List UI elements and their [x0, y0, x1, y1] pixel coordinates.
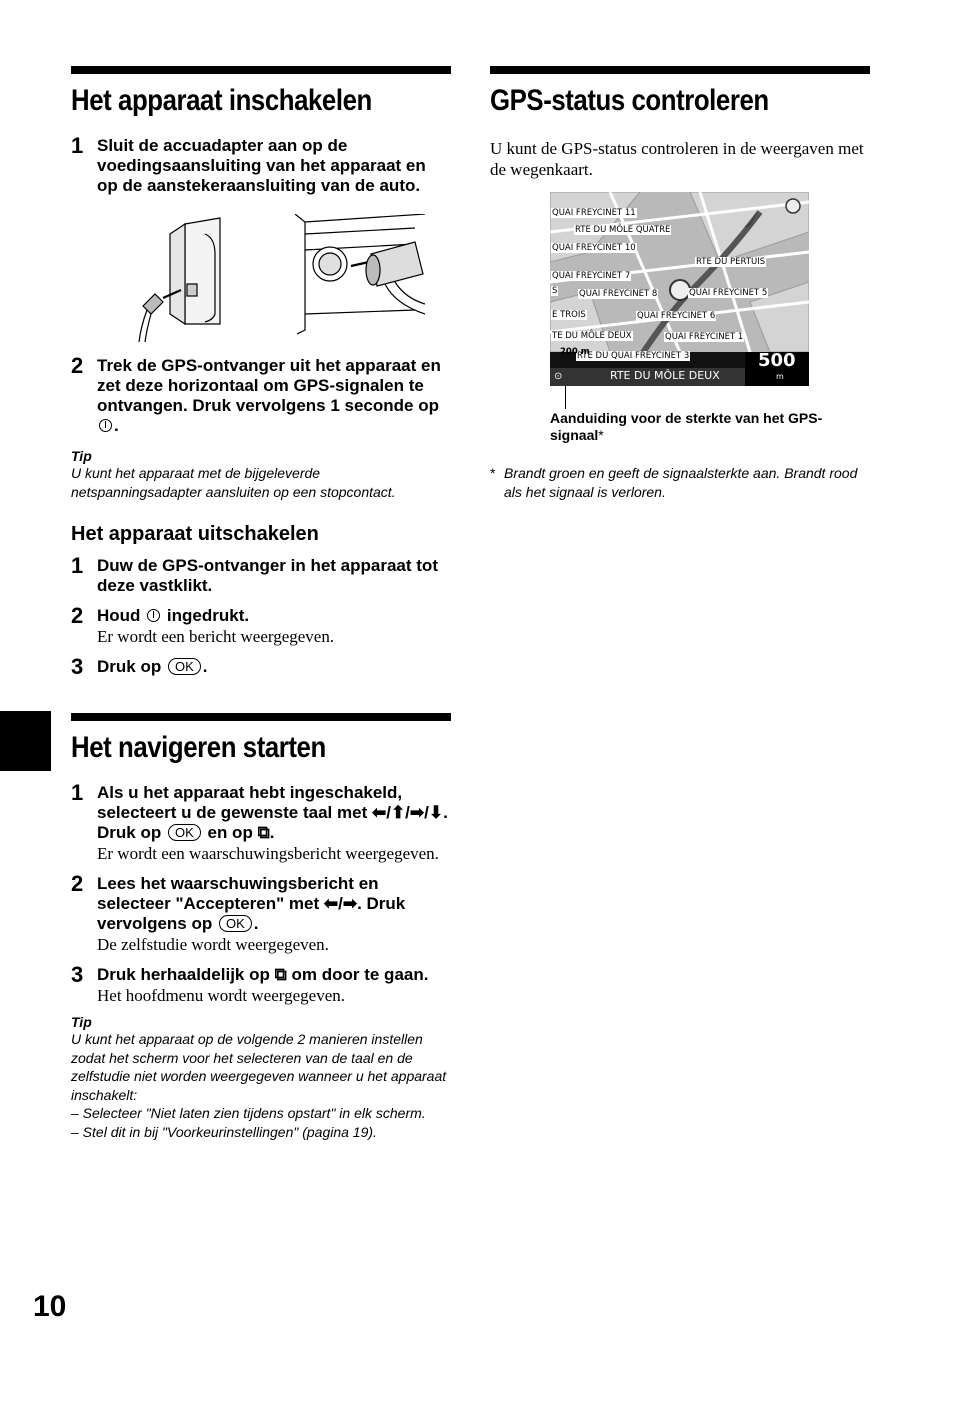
power-icon — [147, 609, 160, 622]
section-title-inschakelen: Het apparaat inschakelen — [71, 84, 372, 117]
gps-signal-icon: ⊙ — [554, 371, 563, 382]
step-text: Druk herhaaldelijk op — [97, 965, 270, 984]
ok-button-icon: OK — [168, 824, 201, 841]
section-rule — [71, 66, 451, 74]
off-step-2: 2 Houd ingedrukt. Er wordt een bericht weergegeven. — [71, 606, 451, 647]
footnote-asterisk: * — [490, 465, 496, 481]
footnote-text: Brandt groen en geeft de signaalsterkte aan. Brandt rood als het signaal is verloren. — [504, 465, 858, 500]
ok-button-icon: OK — [219, 915, 252, 932]
caption-asterisk: * — [598, 427, 604, 443]
step-number: 2 — [71, 353, 84, 378]
step-2: 2 Trek de GPS-ontvanger uit het apparaat en zet deze horizontaal om GPS-signalen te ontvangen. Druk vervolgens 1 seconde op . — [71, 353, 441, 435]
map-label: QUAI FREYCINET 8 — [579, 289, 658, 299]
step-number: 3 — [71, 962, 84, 987]
step-note: Er wordt een waarschuwingsbericht weergegeven. — [97, 844, 439, 863]
section-title-navigeren: Het navigeren starten — [71, 731, 326, 764]
step-note: Er wordt een bericht weergegeven. — [97, 627, 335, 646]
map-label: QUAI FREYCINET 11 — [552, 208, 636, 218]
arrow-up-icon: ⬆/ — [390, 803, 410, 822]
map-label: RTE DU MÔLE QUATRE — [575, 225, 671, 235]
gps-signal-caption: Aanduiding voor de sterkte van het GPS-signaal — [550, 410, 823, 443]
step-note: Het hoofdmenu wordt weergegeven. — [97, 986, 345, 1005]
step-note: De zelfstudie wordt weergegeven. — [97, 935, 329, 954]
map-label: TE DU MÔLE DEUX — [552, 331, 632, 341]
map-label: QUAI FREYCINET 5 — [689, 288, 768, 298]
off-step-3: 3 Druk op OK . — [71, 654, 208, 679]
tip-item: – Stel dit in bij "Voorkeurinstellingen" (pagina 19). — [71, 1123, 377, 1140]
map-distance: 500 — [758, 350, 796, 371]
right-column — [490, 66, 870, 501]
arrow-left-icon: ⬅/ — [371, 803, 391, 822]
power-icon — [99, 419, 112, 432]
step-number: 1 — [71, 553, 84, 578]
step-number: 3 — [71, 654, 84, 679]
step-text: Trek de GPS-ontvanger uit het apparaat en zet deze horizontaal om GPS-signalen te ontvangen. Druk vervolgens 1 seconde op — [97, 356, 441, 415]
left-column — [71, 66, 451, 1141]
page-number: 10 — [33, 1290, 67, 1323]
map-labels — [550, 192, 809, 386]
step-text: Druk op — [97, 657, 162, 676]
step-text: Duw de GPS-ontvanger in het apparaat tot deze vastklikt. — [97, 556, 438, 595]
step-number: 1 — [71, 780, 84, 805]
map-label: RTE DU QUAI FREYCINET 3 — [577, 351, 690, 361]
map-label: QUAI FREYCINET 7 — [552, 271, 631, 281]
map-label: QUAI FREYCINET 6 — [637, 311, 716, 321]
arrow-left-icon: ⬅/ — [323, 894, 343, 913]
menu-icon: ⧉ — [274, 965, 287, 984]
step-number: 2 — [71, 871, 84, 896]
connection-illustration — [125, 214, 425, 342]
section-rule — [71, 713, 451, 721]
step-number: 1 — [71, 133, 84, 158]
step-text: Sluit de accuadapter aan op de voedingsaansluiting van het apparaat en op de aanstekeraansluiting van de auto. — [97, 136, 426, 195]
step-number: 2 — [71, 603, 84, 628]
map-label: E TROIS — [552, 310, 586, 320]
nav-step-1: 1 Als u het apparaat hebt ingeschakeld, selecteert u de gewenste taal met ⬅/⬆/➡/⬇. Druk op OK en op ⧉. Er wordt een waarschuwingsbericht weergegeven. — [71, 783, 451, 864]
tip-text: U kunt het apparaat met de bijgeleverde netspanningsadapter aansluiten op een stopcontact. — [71, 465, 396, 500]
tip-item: – Selecteer "Niet laten zien tijdens opstart" in elk scherm. — [71, 1105, 426, 1121]
arrow-right-icon: ➡ — [342, 894, 358, 913]
map-scale: 200 m — [560, 347, 590, 357]
map-screenshot — [550, 192, 809, 386]
car-adapter-illustration — [125, 214, 425, 342]
map-label: QUAI FREYCINET 10 — [552, 243, 636, 253]
map-label: S — [552, 286, 558, 296]
arrow-down-icon: ⬇ — [428, 803, 444, 822]
section-title-gps-status: GPS-status controleren — [490, 84, 769, 117]
footnote — [490, 464, 870, 501]
tip-label: Tip — [71, 1014, 92, 1030]
map-street: RTE DU MÔLE DEUX — [610, 369, 720, 382]
step-text: Houd — [97, 606, 141, 625]
arrow-right-icon: ➡/ — [409, 803, 429, 822]
off-step-1 — [71, 553, 451, 596]
nav-step-2: 2 Lees het waarschuwingsbericht en selecteer "Accepteren" met ⬅/➡. Druk vervolgens op OK . De zelfstudie wordt weergegeven. — [71, 874, 451, 955]
callout-line — [565, 386, 566, 409]
subheading-uitschakelen: Het apparaat uitschakelen — [71, 523, 319, 545]
step-text: Lees het waarschuwingsbericht en selecteer "Accepteren" met — [97, 874, 379, 913]
map-distance-unit: m — [776, 372, 784, 381]
nav-step-3: 3 Druk herhaaldelijk op ⧉ om door te gaan. Het hoofdmenu wordt weergegeven. — [71, 965, 451, 1006]
ok-button-icon: OK — [168, 658, 201, 675]
menu-icon: ⧉ — [257, 823, 270, 842]
map-label: RTE DU PERTUIS — [696, 257, 766, 267]
step-1 — [71, 133, 451, 196]
step-text: Als u het apparaat hebt ingeschakeld, selecteert u de gewenste taal met — [97, 783, 403, 822]
tip-text: U kunt het apparaat op de volgende 2 manieren instellen zodat het scherm voor het selecteren van de taal en de zelfstudie niet worden weergegeven wanneer u het apparaat inschakelt: — [71, 1031, 447, 1103]
intro-text: U kunt de GPS-status controleren in de weergaven met de wegenkaart. — [490, 139, 864, 179]
section-rule — [490, 66, 870, 74]
tip-label: Tip — [71, 448, 92, 464]
side-tab-marker — [0, 711, 51, 771]
map-label: QUAI FREYCINET 1 — [665, 332, 744, 342]
